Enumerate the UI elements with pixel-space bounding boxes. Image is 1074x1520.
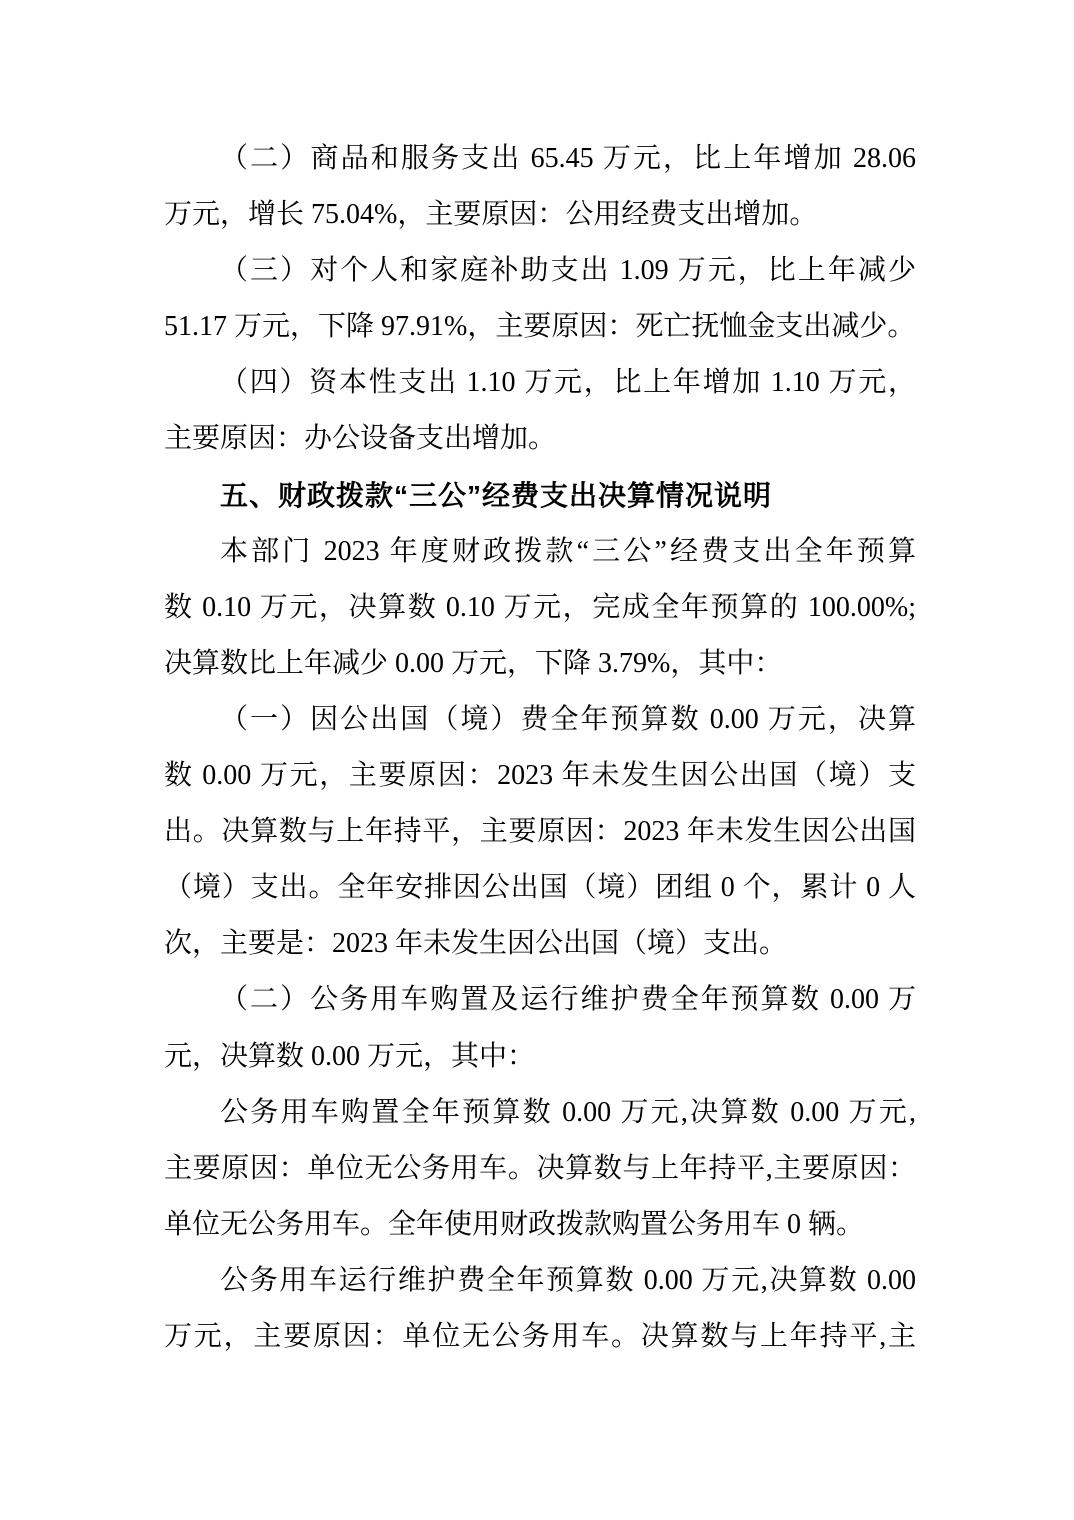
text-line: 51.17 万元，下降 97.91%，主要原因：死亡抚恤金支出减少。 [164, 311, 916, 343]
text-line: 万元，增长 75.04%，主要原因：公用经费支出增加。 [164, 199, 818, 231]
text-line: （二）公务用车购置及运行维护费全年预算数 0.00 万 [220, 984, 916, 1016]
text-line: 公务用车运行维护费全年预算数 0.00 万元,决算数 0.00 [220, 1264, 916, 1296]
text-line: 出。决算数与上年持平，主要原因：2023 年未发生因公出国 [164, 816, 916, 848]
text-line: 单位无公务用车。全年使用财政拨款购置公务用车 0 辆。 [164, 1208, 865, 1240]
document-body [164, 131, 916, 1365]
text-line: （三）对个人和家庭补助支出 1.09 万元，比上年减少 [220, 255, 916, 287]
text-line: 本部门 2023 年度财政拨款“三公”经费支出全年预算 [220, 535, 916, 567]
text-line: （二）商品和服务支出 65.45 万元，比上年增加 28.06 [220, 143, 916, 174]
text-line: 次，主要是：2023 年未发生因公出国（境）支出。 [164, 928, 788, 960]
text-line: 万元，主要原因：单位无公务用车。决算数与上年持平,主 [164, 1320, 916, 1352]
text-line: 数 0.00 万元，主要原因：2023 年未发生因公出国（境）支 [164, 760, 916, 792]
text-line: （一）因公出国（境）费全年预算数 0.00 万元，决算 [220, 703, 916, 735]
text-line: 元，决算数 0.00 万元，其中： [164, 1040, 536, 1072]
text-line: （境）支出。全年安排因公出国（境）团组 0 个，累计 0 人 [164, 872, 916, 904]
section-heading: 五、财政拨款“三公”经费支出决算情况说明 [220, 479, 773, 511]
text-line: 主要原因：单位无公务用车。决算数与上年持平,主要原因： [164, 1152, 916, 1184]
text-line: 主要原因：办公设备支出增加。 [164, 423, 557, 455]
text-line: （四）资本性支出 1.10 万元，比上年增加 1.10 万元， [220, 367, 916, 399]
text-line: 公务用车购置全年预算数 0.00 万元,决算数 0.00 万元, [220, 1096, 916, 1128]
text-line: 决算数比上年减少 0.00 万元，下降 3.79%，其中： [164, 647, 783, 679]
text-line: 数 0.10 万元，决算数 0.10 万元，完成全年预算的 100.00%; [164, 591, 916, 623]
